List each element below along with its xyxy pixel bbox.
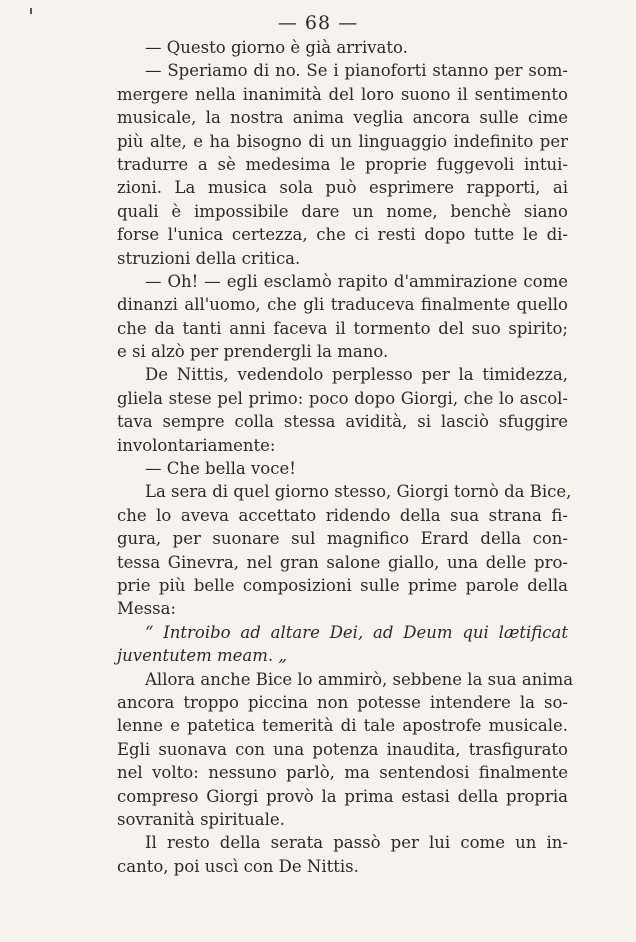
text-line: gliela stese pel primo: poco dopo Giorgi, che lo ascol- [117,388,568,408]
text-line: mergere nella inanimità del loro suono il sentimento [117,84,568,104]
text-line: juventutem meam. „ [117,646,287,666]
page-number: — 68 — [277,12,359,34]
text-line: compreso Giorgi provò la prima estasi della propria [117,786,568,806]
text-line: quali è impossibile dare un nome, benchè siano [117,201,568,221]
text-line: Il resto della serata passò per lui come un in- [145,833,568,853]
text-line: Messa: [117,599,176,619]
text-line: — Speriamo di no. Se i pianoforti stanno per som- [145,61,568,81]
text-line: zioni. La musica sola può esprimere rapporti, ai [117,178,568,198]
text-line: struzioni della critica. [117,248,301,268]
text-line: che lo aveva accettato ridendo della sua strana fi- [117,505,568,525]
text-line: prie più belle composizioni sulle prime parole della [117,575,568,595]
text-line: Allora anche Bice lo ammirò, sebbene la sua anima [145,669,574,689]
text-line: più alte, e ha bisogno di un linguaggio indefinito per [117,131,568,151]
text-line: ancora troppo piccina non potesse intendere la so- [117,692,568,712]
text-line: La sera di quel giorno stesso, Giorgi tornò da Bice, [145,482,572,502]
text-line: involontariamente: [117,435,276,455]
text-line: tradurre a sè medesima le proprie fuggevoli intui- [117,154,568,174]
text-line: Egli suonava con una potenza inaudita, trasfigurato [117,739,568,759]
text-line: nel volto: nessuno parlò, ma sentendosi finalmente [117,763,568,783]
text-line: De Nittis, vedendolo perplesso per la timidezza, [145,365,568,385]
text-line: sovranità spirituale. [117,809,285,829]
text-line: lenne e patetica temerità di tale apostrofe musicale. [117,716,568,736]
text-line: forse l'unica certezza, che ci resti dopo tutte le di- [117,225,568,245]
text-line: canto, poi uscì con De Nittis. [117,856,359,876]
text-line: tessa Ginevra, nel gran salone giallo, una delle pro- [117,552,568,572]
text-line: dinanzi all'uomo, che gli traduceva finalmente quello [117,295,568,315]
text-line: gura, per suonare sul magnifico Erard della con- [117,529,568,549]
text-line: — Che bella voce! [145,459,296,479]
text-line: “ Introibo ad altare Dei, ad Deum qui lætificat [145,622,568,642]
body-text [117,36,574,878]
text-line: musicale, la nostra anima veglia ancora sulle cime [117,108,568,128]
text-line: — Oh! — egli esclamò rapito d'ammirazione come [145,271,568,291]
text-line: e si alzò per prendergli la mano. [117,342,389,362]
text-line: tava sempre colla stessa avidità, si lasciò sfuggire [117,412,568,432]
text-line: che da tanti anni faceva il tormento del suo spirito; [117,318,568,338]
text-line: — Questo giorno è già arrivato. [145,38,408,57]
